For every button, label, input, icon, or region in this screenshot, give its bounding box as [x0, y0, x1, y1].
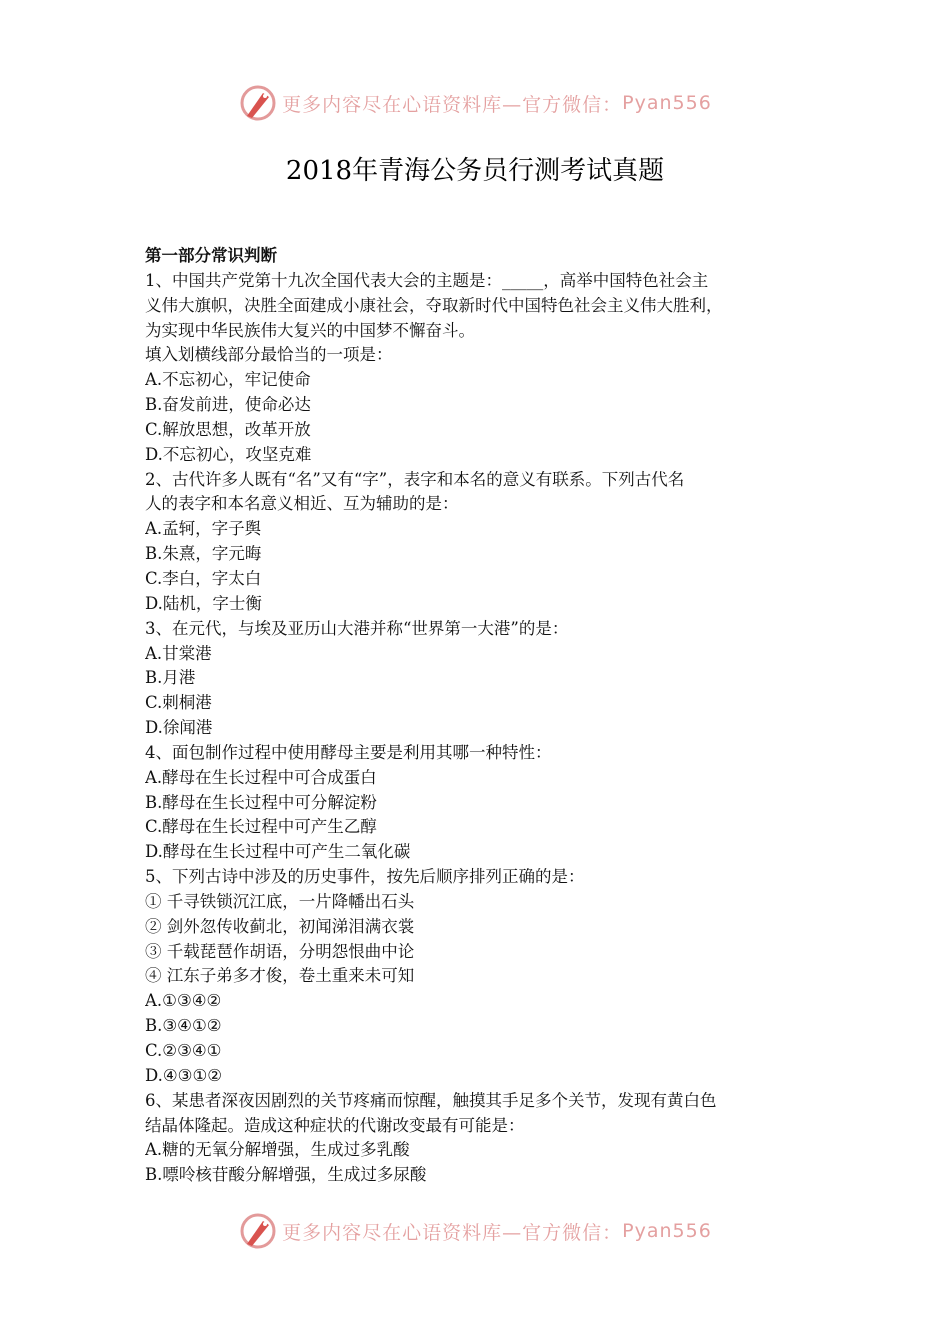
text-line: A.甘棠港	[145, 643, 212, 663]
text-line: D.陆机，字士衡	[145, 593, 262, 613]
text-line: C.李白，字太白	[145, 568, 262, 588]
text-line: C.酵母在生长过程中可产生乙醇	[145, 817, 377, 837]
text-line: ④ 江东子弟多才俊，卷土重来未可知	[145, 966, 415, 986]
text-line: D.酵母在生长过程中可产生二氧化碳	[145, 842, 411, 862]
text-line: B.③④①②	[145, 1016, 222, 1036]
text-line: 5、下列古诗中涉及的历史事件，按先后顺序排列正确的是：	[145, 867, 585, 887]
text-line: B.奋发前进，使命必达	[145, 395, 311, 415]
text-line: B.酵母在生长过程中可分解淀粉	[145, 792, 377, 812]
text-line: D.不忘初心，攻坚克难	[145, 444, 312, 464]
text-line: 为实现中华民族伟大复兴的中国梦不懈奋斗。	[145, 320, 475, 340]
text-line: 1、中国共产党第十九次全国代表大会的主题是：_____，高举中国特色社会主	[145, 270, 709, 290]
document-body	[145, 244, 825, 1188]
pen-nib-logo-icon	[238, 83, 278, 123]
watermark-text: 更多内容尽在心语资料库—官方微信：	[282, 1221, 623, 1244]
section-heading: 第一部分常识判断	[145, 246, 277, 265]
text-line: 人的表字和本名意义相近、互为辅助的是：	[145, 494, 459, 514]
text-line: C.②③④①	[145, 1041, 222, 1060]
text-line: C.刺桐港	[145, 693, 212, 713]
watermark-text: 更多内容尽在心语资料库—官方微信：	[282, 93, 623, 116]
watermark-wechat-id: Pyan556	[622, 92, 712, 114]
pen-nib-logo-icon	[238, 1211, 278, 1251]
text-line: A.不忘初心，牢记使命	[145, 370, 311, 390]
text-line: 2、古代许多人既有“名”又有“字”，表字和本名的意义有联系。下列古代名	[145, 469, 685, 489]
text-line: ① 千寻铁锁沉江底，一片降幡出石头	[145, 891, 415, 911]
text-line: 4、面包制作过程中使用酵母主要是利用其哪一种特性：	[145, 742, 552, 762]
text-line: 3、在元代，与埃及亚历山大港并称“世界第一大港”的是：	[145, 618, 569, 638]
text-line: B.月港	[145, 668, 196, 688]
question-lines	[145, 269, 825, 1188]
document-title: 2018年青海公务员行测考试真题	[285, 156, 665, 186]
text-line: 义伟大旗帜，决胜全面建成小康社会，夺取新时代中国特色社会主义伟大胜利，	[145, 295, 723, 315]
text-line: B.嘌呤核苷酸分解增强，生成过多尿酸	[145, 1165, 427, 1185]
text-line: ② 剑外忽传收蓟北，初闻涕泪满衣裳	[145, 916, 415, 936]
text-line: ③ 千载琵琶作胡语，分明怨恨曲中论	[145, 941, 415, 961]
text-line: C.解放思想，改革开放	[145, 419, 311, 439]
watermark-banner-bottom	[0, 1207, 950, 1255]
text-line: 结晶体隆起。造成这种症状的代谢改变最有可能是：	[145, 1115, 525, 1135]
text-line: D.④③①②	[145, 1065, 223, 1085]
watermark-wechat-id: Pyan556	[622, 1220, 712, 1242]
text-line: D.徐闻港	[145, 718, 213, 738]
text-line: B.朱熹，字元晦	[145, 544, 262, 564]
text-line: A.孟轲，字子舆	[145, 519, 262, 539]
text-line: A.①③④②	[145, 991, 222, 1011]
text-line: A.糖的无氧分解增强，生成过多乳酸	[145, 1140, 410, 1160]
text-line: 填入划横线部分最恰当的一项是：	[145, 345, 393, 365]
text-line: A.酵母在生长过程中可合成蛋白	[145, 767, 377, 787]
watermark-banner-top	[0, 79, 950, 127]
text-line: 6、某患者深夜因剧烈的关节疼痛而惊醒，触摸其手足多个关节，发现有黄白色	[145, 1090, 717, 1110]
